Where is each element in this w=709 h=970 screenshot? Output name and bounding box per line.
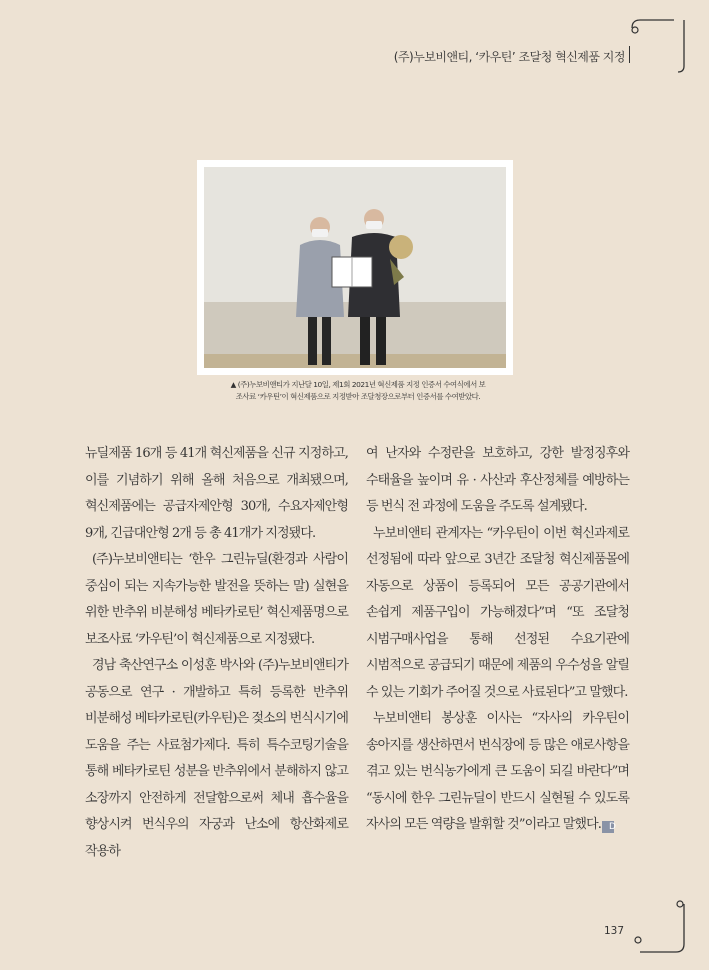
corner-ornament-top (630, 18, 690, 74)
article-column-right (366, 441, 629, 839)
page-number: 137 (604, 925, 625, 937)
end-mark-icon: D (602, 821, 614, 833)
paragraph: 경남 축산연구소 이성훈 박사와 (주)누보비앤티가 공동으로 연구 · 개발하고 특허 등록한 반추위 비분해성 베타카로틴(카우틴)은 젖소의 번식시기에 도움을 주는 사료첨가제다. 특히 특수코팅기술을 통해 베타카로틴 성분을 반추위에서 분해하지 않고 소장까지 안전하게 전달함으로써 체내 흡수율을 향상시켜 번식우의 자궁과 난소에 항산화제로 작용하 (85, 658, 348, 859)
caption-line-2: 조사료 ‘카우틴’이 혁신제품으로 지정받아 조달청장으로부터 인증서를 수여받았다. (235, 392, 481, 401)
paragraph: 누보비앤티 관계자는 “카우틴이 이번 혁신과제로 선정됨에 따라 앞으로 3년간 조달청 혁신제품몰에 자동으로 상품이 등록되어 모든 공공기관에서 손쉽게 제품구입이 가능해졌다”며 “또 조달청 시범구매사업을 통해 선정된 수요기관에 시범적으로 공급되기 때문에 제품의 우수성을 알릴 수 있는 기회가 주어질 것으로 사료된다”고 말했다. (366, 525, 629, 700)
award-ceremony-photo (204, 167, 506, 368)
photo-caption (197, 379, 519, 403)
article-column-left (85, 441, 348, 865)
caption-line-1: ▲ (주)누보비앤티가 지난달 10일, 제1회 2021년 혁신제품 지정 인증서 수여식에서 보 (230, 380, 486, 389)
article-photo (197, 160, 513, 375)
header-divider (629, 46, 631, 63)
paragraph: (주)누보비앤티는 ‘한우 그린뉴딜(환경과 사람이 중심이 되는 지속가능한 발전을 뜻하는 말) 실현을 위한 반추위 비분해성 베타카로틴’ 혁신제품명으로 보조사료 ‘카우틴’이 혁신제품으로 지정됐다. (85, 552, 348, 647)
paragraph: 여 난자와 수정란을 보호하고, 강한 발정징후와 수태율을 높이며 유 · 사산과 후산정체를 예방하는 등 번식 전 과정에 도움을 주도록 설계됐다. (366, 446, 629, 514)
paragraph-text: 누보비앤티 봉상훈 이사는 “자사의 카우틴이 송아지를 생산하면서 번식장에 등 많은 애로사항을 겪고 있는 번식농가에게 큰 도움이 되길 바란다”며 “동시에 한우 그린뉴딜이 반드시 실현될 수 있도록 자사의 모든 역량을 발휘할 것”이라고 말했다. (366, 711, 629, 832)
paragraph: 뉴딜제품 16개 등 41개 혁신제품을 신규 지정하고, 이를 기념하기 위해 올해 처음으로 개최됐으며, 혁신제품에는 공급자제안형 30개, 수요자제안형 9개, 긴급대안형 2개 등 총 41개가 지정됐다. (85, 446, 348, 541)
running-header: (주)누보비앤티, ‘카우틴’ 조달청 혁신제품 지정 (393, 50, 625, 64)
paragraph-last (366, 706, 629, 839)
corner-ornament-bottom (630, 898, 690, 954)
